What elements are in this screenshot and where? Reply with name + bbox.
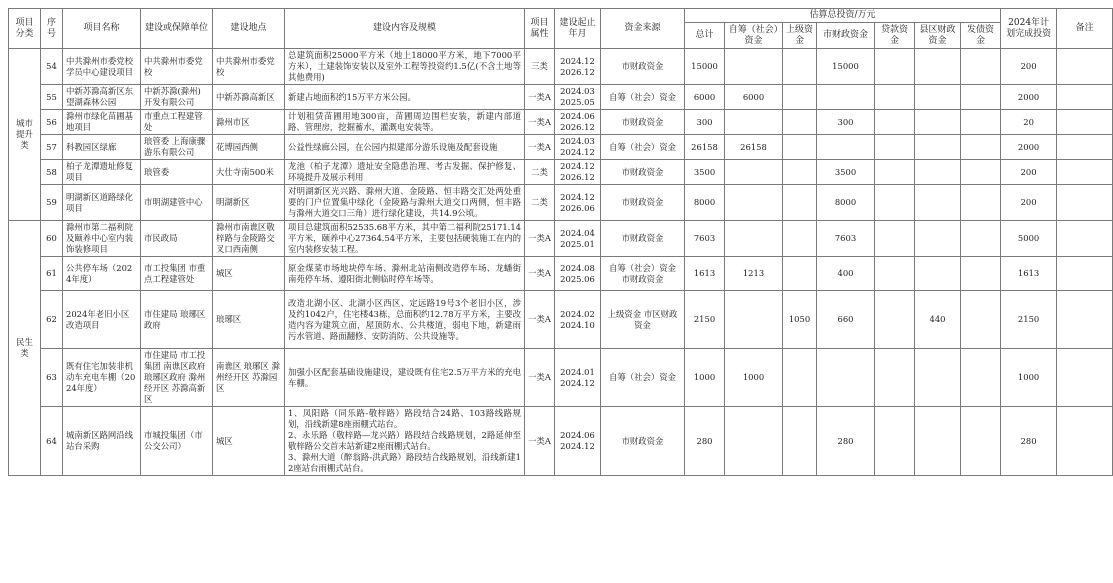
table-row <box>9 135 1113 160</box>
upper-funds-cell <box>783 49 817 85</box>
county-funds-cell <box>915 110 961 135</box>
plan-2024-cell: 2000 <box>1001 135 1057 160</box>
content-cell: 新建占地面积约15万平方米公园。 <box>285 85 525 110</box>
seq-cell: 55 <box>41 85 63 110</box>
table-row <box>9 85 1113 110</box>
loan-funds-cell <box>875 135 915 160</box>
location-cell: 中新苏滁高新区 <box>213 85 285 110</box>
bond-funds-cell <box>961 49 1001 85</box>
content-cell: 原金煤菜市场地块停车场、滁州北站南侧改造停车场、龙蟠街南苑停车场、遵阳街北侧临时停车场等。 <box>285 257 525 291</box>
period-cell: 2024.03 2025.05 <box>555 85 601 110</box>
period-cell: 2024.12 2026.12 <box>555 160 601 185</box>
source-cell: 自筹（社会）资金 <box>601 349 685 407</box>
location-cell: 城区 <box>213 257 285 291</box>
self-funds-cell <box>725 110 783 135</box>
unit-cell: 琅管委 <box>141 160 213 185</box>
attr-cell: 二类 <box>525 185 555 221</box>
upper-funds-cell <box>783 135 817 160</box>
self-funds-cell <box>725 185 783 221</box>
upper-funds-cell <box>783 85 817 110</box>
city-funds-cell: 300 <box>817 110 875 135</box>
header-attr: 项目属性 <box>525 9 555 49</box>
county-funds-cell: 440 <box>915 291 961 349</box>
location-cell: 南谯区 琅琊区 滁州经开区 苏滁园区 <box>213 349 285 407</box>
bond-funds-cell <box>961 291 1001 349</box>
header-estimate-group: 估算总投资/万元 <box>685 9 1001 23</box>
plan-2024-cell: 200 <box>1001 185 1057 221</box>
project-name-cell: 科教园区绿廊 <box>63 135 141 160</box>
note-cell <box>1057 85 1113 110</box>
content-cell: 计划租赁苗圃用地300亩，苗圃周边围栏安装，新建内部道路、管理房，挖掘蓄水，灌溉电安装等。 <box>285 110 525 135</box>
plan-2024-cell: 2000 <box>1001 85 1057 110</box>
content-cell: 改造北湖小区、北湖小区西区、定远路19号3个老旧小区，涉及约1042户，住宅楼43栋，总面积约12.78万平方米，主要改造内容为建筑立面，屋顶防水、公共楼道，弱电下地，新建雨污水管道、路面翻修、安防消防、公共设施等。 <box>285 291 525 349</box>
city-funds-cell <box>817 349 875 407</box>
seq-cell: 59 <box>41 185 63 221</box>
header-source: 资金来源 <box>601 9 685 49</box>
project-name-cell: 城南新区路网沿线站台采购 <box>63 407 141 476</box>
period-cell: 2024.08 2025.06 <box>555 257 601 291</box>
bond-funds-cell <box>961 135 1001 160</box>
unit-cell: 市住建局 市工投集团 南谯区政府 琅琊区政府 滁州经开区 苏滁高新区 <box>141 349 213 407</box>
attr-cell: 二类 <box>525 160 555 185</box>
project-name-cell: 滁州市第二福利院及颐养中心室内装饰装修项目 <box>63 221 141 257</box>
header-category: 项目分类 <box>9 9 41 49</box>
source-cell: 自筹（社会）资金 <box>601 135 685 160</box>
period-cell: 2024.06 2026.12 <box>555 110 601 135</box>
unit-cell: 市明湖建管中心 <box>141 185 213 221</box>
project-name-cell: 2024年老旧小区改造项目 <box>63 291 141 349</box>
city-funds-cell: 8000 <box>817 185 875 221</box>
project-name-cell: 滁州市绿化苗圃基地项目 <box>63 110 141 135</box>
unit-cell: 中共滁州市委党校 <box>141 49 213 85</box>
project-name-cell: 公共停车场（2024年度） <box>63 257 141 291</box>
content-cell: 龙池（柏子龙潭）遗址安全隐患治理、考古发掘、保护修复、环境提升及展示利用 <box>285 160 525 185</box>
note-cell <box>1057 407 1113 476</box>
header-total: 总计 <box>685 23 725 49</box>
header-content: 建设内容及规模 <box>285 9 525 49</box>
unit-cell: 市住建局 琅琊区政府 <box>141 291 213 349</box>
category-city-upgrade: 城市提升类 <box>9 49 41 221</box>
table-row <box>9 110 1113 135</box>
city-funds-cell: 400 <box>817 257 875 291</box>
self-funds-cell <box>725 407 783 476</box>
upper-funds-cell <box>783 407 817 476</box>
plan-2024-cell: 1000 <box>1001 349 1057 407</box>
total-cell: 7603 <box>685 221 725 257</box>
total-cell: 1000 <box>685 349 725 407</box>
header-bond: 发债资金 <box>961 23 1001 49</box>
self-funds-cell <box>725 291 783 349</box>
location-cell: 滁州市南谯区敬梓路与金陵路交叉口西南侧 <box>213 221 285 257</box>
period-cell: 2024.02 2024.10 <box>555 291 601 349</box>
total-cell: 8000 <box>685 185 725 221</box>
period-cell: 2024.12 2026.06 <box>555 185 601 221</box>
county-funds-cell <box>915 221 961 257</box>
project-name-cell: 柏子龙潭遗址修复项目 <box>63 160 141 185</box>
note-cell <box>1057 185 1113 221</box>
period-cell: 2024.01 2024.12 <box>555 349 601 407</box>
loan-funds-cell <box>875 221 915 257</box>
upper-funds-cell <box>783 185 817 221</box>
period-cell: 2024.04 2025.01 <box>555 221 601 257</box>
location-cell: 中共滁州市委党校 <box>213 49 285 85</box>
period-cell: 2024.06 2024.12 <box>555 407 601 476</box>
county-funds-cell <box>915 135 961 160</box>
county-funds-cell <box>915 257 961 291</box>
header-note: 备注 <box>1057 9 1113 49</box>
bond-funds-cell <box>961 257 1001 291</box>
unit-cell: 中新苏滁(滁州)开发有限公司 <box>141 85 213 110</box>
seq-cell: 56 <box>41 110 63 135</box>
location-cell: 花博园西侧 <box>213 135 285 160</box>
county-funds-cell <box>915 160 961 185</box>
total-cell: 300 <box>685 110 725 135</box>
content-cell: 公益性绿廊公园，在公园内拟建部分游乐设施及配套设施 <box>285 135 525 160</box>
loan-funds-cell <box>875 291 915 349</box>
attr-cell: 三类 <box>525 49 555 85</box>
loan-funds-cell <box>875 160 915 185</box>
plan-2024-cell: 200 <box>1001 49 1057 85</box>
bond-funds-cell <box>961 407 1001 476</box>
note-cell <box>1057 291 1113 349</box>
city-funds-cell: 15000 <box>817 49 875 85</box>
self-funds-cell <box>725 221 783 257</box>
seq-cell: 57 <box>41 135 63 160</box>
header-unit: 建设或保障单位 <box>141 9 213 49</box>
table-row <box>9 291 1113 349</box>
upper-funds-cell <box>783 110 817 135</box>
project-name-cell: 中新苏滁高新区东望湖森林公园 <box>63 85 141 110</box>
city-funds-cell: 660 <box>817 291 875 349</box>
source-cell: 上级资金 市区财政资金 <box>601 291 685 349</box>
total-cell: 6000 <box>685 85 725 110</box>
unit-cell: 市工投集团 市重点工程建管处 <box>141 257 213 291</box>
plan-2024-cell: 1613 <box>1001 257 1057 291</box>
header-period: 建设起止年月 <box>555 9 601 49</box>
project-name-cell: 既有住宅加装非机动车充电车棚（2024年度） <box>63 349 141 407</box>
plan-2024-cell: 2150 <box>1001 291 1057 349</box>
city-funds-cell: 3500 <box>817 160 875 185</box>
note-cell <box>1057 257 1113 291</box>
plan-2024-cell: 20 <box>1001 110 1057 135</box>
attr-cell: 一类A <box>525 85 555 110</box>
city-funds-cell: 7603 <box>817 221 875 257</box>
loan-funds-cell <box>875 49 915 85</box>
header-self: 自筹（社会）资金 <box>725 23 783 49</box>
bond-funds-cell <box>961 349 1001 407</box>
location-cell: 琅琊区 <box>213 291 285 349</box>
county-funds-cell <box>915 85 961 110</box>
plan-2024-cell: 200 <box>1001 160 1057 185</box>
note-cell <box>1057 49 1113 85</box>
location-cell: 城区 <box>213 407 285 476</box>
header-seq: 序号 <box>41 9 63 49</box>
note-cell <box>1057 349 1113 407</box>
county-funds-cell <box>915 349 961 407</box>
bond-funds-cell <box>961 221 1001 257</box>
header-loan: 贷款资金 <box>875 23 915 49</box>
source-cell: 市财政资金 <box>601 407 685 476</box>
total-cell: 3500 <box>685 160 725 185</box>
city-funds-cell: 280 <box>817 407 875 476</box>
location-cell: 明湖新区 <box>213 185 285 221</box>
table-row <box>9 349 1113 407</box>
category-livelihood: 民生类 <box>9 221 41 476</box>
loan-funds-cell <box>875 110 915 135</box>
seq-cell: 60 <box>41 221 63 257</box>
source-cell: 市财政资金 <box>601 49 685 85</box>
county-funds-cell <box>915 185 961 221</box>
content-cell: 项目总建筑面积52535.68平方米，其中第二福利院25171.14平方米，颐养中心27364.54平方米，主要包括硬装施工在内的室内装修安装工程。 <box>285 221 525 257</box>
loan-funds-cell <box>875 257 915 291</box>
content-cell: 对明湖新区光兴路、滁州大道、金陵路、恒丰路交汇处两处重要的门户位置集中绿化（金陵路与滁州大道交口两侧，恒丰路与滁州大道交口三角）进行绿化建设，共14.9公顷。 <box>285 185 525 221</box>
attr-cell: 一类A <box>525 349 555 407</box>
unit-cell: 市重点工程建管处 <box>141 110 213 135</box>
attr-cell: 一类A <box>525 135 555 160</box>
table-row <box>9 257 1113 291</box>
self-funds-cell <box>725 49 783 85</box>
total-cell: 26158 <box>685 135 725 160</box>
self-funds-cell <box>725 160 783 185</box>
source-cell: 市财政资金 <box>601 185 685 221</box>
period-cell: 2024.03 2024.12 <box>555 135 601 160</box>
table-body <box>9 49 1113 476</box>
content-cell: 1、凤阳路（同乐路-敬梓路）路段结合24路、103路线路规划，沿线新建8座雨棚式站台。 2、永乐路（敬梓路—龙兴路）路段结合线路规划，2路延伸至敬梓路公交首末站新建2座雨棚式站台。 3、滁州大道（醉翁路-洪武路）路段结合线路规划，沿线新建12座站台雨棚式站台。 <box>285 407 525 476</box>
upper-funds-cell <box>783 221 817 257</box>
project-name-cell: 明湖新区道路绿化项目 <box>63 185 141 221</box>
total-cell: 15000 <box>685 49 725 85</box>
loan-funds-cell <box>875 407 915 476</box>
unit-cell: 市城投集团（市公交公司） <box>141 407 213 476</box>
county-funds-cell <box>915 407 961 476</box>
note-cell <box>1057 135 1113 160</box>
note-cell <box>1057 221 1113 257</box>
unit-cell: 市民政局 <box>141 221 213 257</box>
source-cell: 自筹（社会）资金 <box>601 85 685 110</box>
loan-funds-cell <box>875 185 915 221</box>
seq-cell: 64 <box>41 407 63 476</box>
seq-cell: 62 <box>41 291 63 349</box>
county-funds-cell <box>915 49 961 85</box>
content-cell: 总建筑面积25000平方米（地上18000平方米，地下7000平方米），土建装饰安装以及室外工程等投资约1.5亿(不含土地等其他费用) <box>285 49 525 85</box>
unit-cell: 琅管委 上海康骤游乐有限公司 <box>141 135 213 160</box>
plan-2024-cell: 5000 <box>1001 221 1057 257</box>
self-funds-cell: 26158 <box>725 135 783 160</box>
bond-funds-cell <box>961 85 1001 110</box>
period-cell: 2024.12 2026.12 <box>555 49 601 85</box>
header-county: 县区财政资金 <box>915 23 961 49</box>
attr-cell: 一类A <box>525 257 555 291</box>
bond-funds-cell <box>961 110 1001 135</box>
upper-funds-cell: 1050 <box>783 291 817 349</box>
content-cell: 加强小区配套基础设施建设，建设既有住宅2.5万平方米的充电车棚。 <box>285 349 525 407</box>
bond-funds-cell <box>961 185 1001 221</box>
note-cell <box>1057 160 1113 185</box>
upper-funds-cell <box>783 349 817 407</box>
table-row <box>9 160 1113 185</box>
seq-cell: 63 <box>41 349 63 407</box>
self-funds-cell: 6000 <box>725 85 783 110</box>
city-funds-cell <box>817 135 875 160</box>
loan-funds-cell <box>875 349 915 407</box>
project-name-cell: 中共滁州市委党校学员中心建设项目 <box>63 49 141 85</box>
attr-cell: 一类A <box>525 291 555 349</box>
city-funds-cell <box>817 85 875 110</box>
location-cell: 大仕寺南500米 <box>213 160 285 185</box>
seq-cell: 61 <box>41 257 63 291</box>
plan-2024-cell: 280 <box>1001 407 1057 476</box>
header-name: 项目名称 <box>63 9 141 49</box>
attr-cell: 一类A <box>525 221 555 257</box>
upper-funds-cell <box>783 257 817 291</box>
total-cell: 1613 <box>685 257 725 291</box>
seq-cell: 54 <box>41 49 63 85</box>
header-plan2024: 2024年计划完成投资 <box>1001 9 1057 49</box>
header-city: 市财政资金 <box>817 23 875 49</box>
header-location: 建设地点 <box>213 9 285 49</box>
source-cell: 市财政资金 <box>601 160 685 185</box>
table-row <box>9 185 1113 221</box>
location-cell: 滁州市区 <box>213 110 285 135</box>
self-funds-cell: 1213 <box>725 257 783 291</box>
total-cell: 280 <box>685 407 725 476</box>
total-cell: 2150 <box>685 291 725 349</box>
header-upper: 上级资金 <box>783 23 817 49</box>
table-row <box>9 49 1113 85</box>
self-funds-cell: 1000 <box>725 349 783 407</box>
table-row <box>9 407 1113 476</box>
attr-cell: 一类A <box>525 407 555 476</box>
source-cell: 市财政资金 <box>601 221 685 257</box>
source-cell: 市财政资金 <box>601 110 685 135</box>
note-cell <box>1057 110 1113 135</box>
source-cell: 自筹（社会）资金 市财政资金 <box>601 257 685 291</box>
loan-funds-cell <box>875 85 915 110</box>
bond-funds-cell <box>961 160 1001 185</box>
seq-cell: 58 <box>41 160 63 185</box>
upper-funds-cell <box>783 160 817 185</box>
table-row <box>9 221 1113 257</box>
attr-cell: 一类A <box>525 110 555 135</box>
investment-table <box>8 8 1113 476</box>
